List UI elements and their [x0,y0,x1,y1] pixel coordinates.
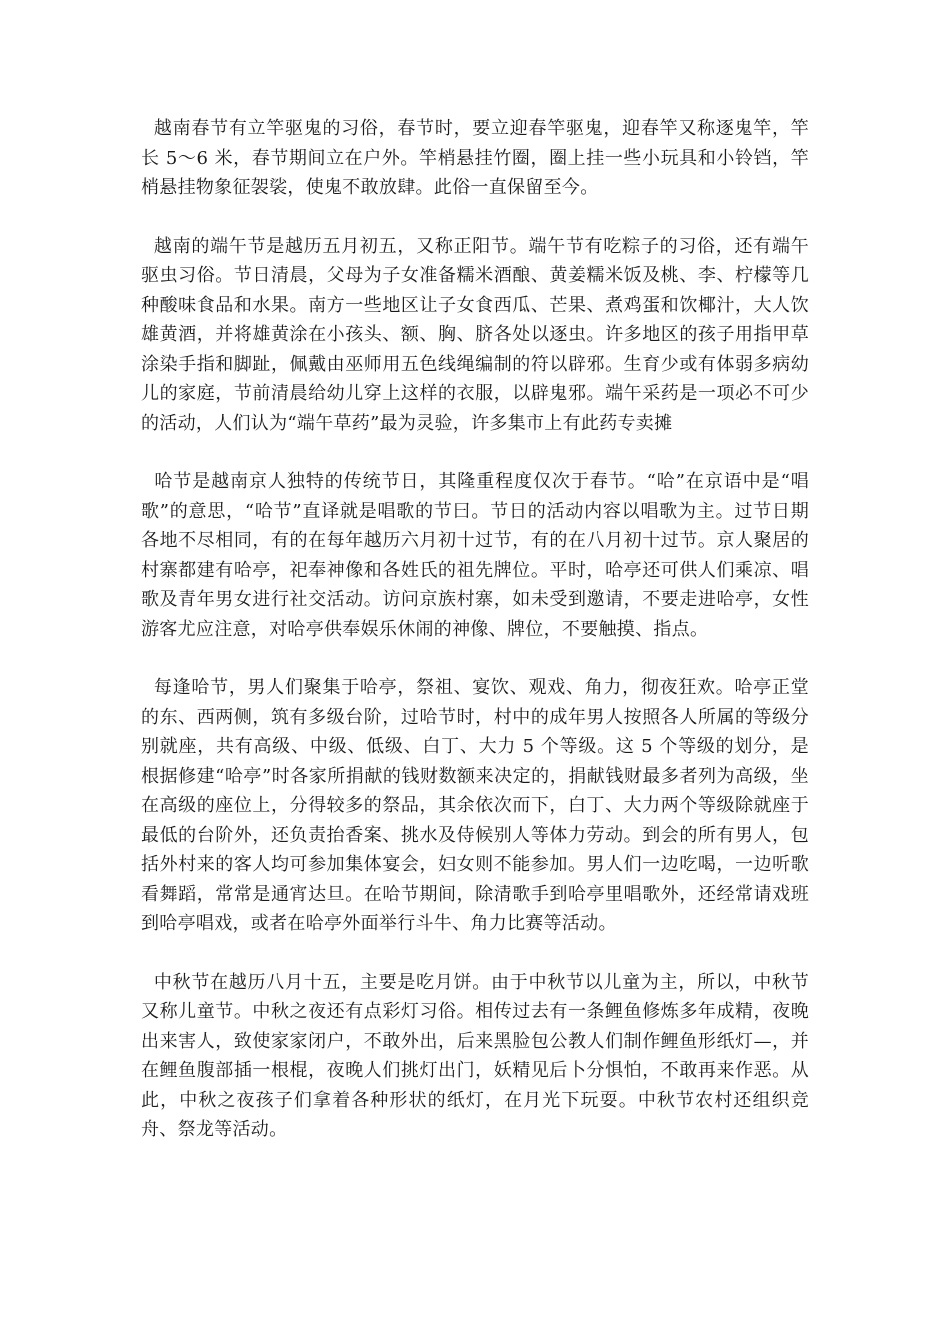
paragraph-ha-festival-ranks: 每逢哈节，男人们聚集于哈亭，祭祖、宴饮、观戏、角力，彻夜狂欢。哈亭正堂的东、西两侧，筑有多级台阶，过哈节时，村中的成年男人按照各人所属的等级分别就座，共有高级、中级、低级、白丁、大力 5 个等级。这 5 个等级的划分，是根据修建“哈亭”时各家所捐献的钱财数额来决定的，捐献钱财最多者列为高级，坐在高级的座位上，分得较多的祭品，其余依次而下，白丁、大力两个等级除就座于最低的台阶外，还负责抬香案、挑水及侍候别人等体力劳动。到会的所有男人，包括外村来的客人均可参加集体宴会，妇女则不能参加。男人们一边吃喝，一边听歌看舞蹈，常常是通宵达旦。在哈节期间，除清歌手到哈亭里唱歌外，还经常请戏班到哈亭唱戏，或者在哈亭外面举行斗牛、角力比赛等活动。 [141,677,809,934]
paragraph-gap [141,203,809,232]
document-body [141,114,809,1145]
paragraph-mid-autumn-festival: 中秋节在越历八月十五，主要是吃月饼。由于中秋节以儿童为主，所以，中秋节又称儿童节。中秋之夜还有点彩灯习俗。相传过去有一条鲤鱼修炼多年成精，夜晚出来害人，致使家家闭户，不敢外出，后来黑脸包公教人们制作鲤鱼形纸灯—，并在鲤鱼腹部插一根棍，夜晚人们挑灯出门，妖精见后卜分惧怕，不敢再来作恶。从此，中秋之夜孩子们拿着各种形状的纸灯，在月光下玩耍。中秋节农村还组织竞舟、祭龙等活动。 [141,971,809,1140]
paragraph-ha-festival: 哈节是越南京人独特的传统节日，其隆重程度仅次于春节。“哈”在京语中是“唱歌”的意思，“哈节”直译就是唱歌的节曰。节日的活动内容以唱歌为主。过节日期各地不尽相同，有的在每年越历六月初十过节，有的在八月初十过节。京人聚居的村寨都建有哈亭，祀奉神像和各姓氏的祖先牌位。平时，哈亭还可供人们乘凉、唱歌及青年男女进行社交活动。访问京族村寨，如未受到邀请，不要走进哈亭，女性游客尤应注意，对哈亭供奉娱乐休闹的神像、牌位，不要触摸、指点。 [141,471,810,640]
paragraph-dragon-boat-festival: 越南的端午节是越历五月初五，又称正阳节。端午节有吃粽子的习俗，还有端午驱虫习俗。节日清晨，父母为子女准备糯米酒酿、黄姜糯米饭及桃、李、柠檬等几种酸味食品和水果。南方一些地区让子女食西瓜、芒果、煮鸡蛋和饮椰汁，大人饮雄黄酒，并将雄黄涂在小孩头、额、胸、脐各处以逐虫。许多地区的孩子用指甲草涂染手指和脚趾，佩戴由巫师用五色线绳编制的符以辟邪。生育少或有体弱多病幼儿的家庭，节前清晨给幼儿穿上这样的衣服，以辟鬼邪。端午采药是一项必不可少的活动，人们认为“端午草药”最为灵验，许多集市上有此药专卖摊 [141,235,809,434]
paragraph-spring-festival: 越南春节有立竿驱鬼的习俗，春节时，要立迎春竿驱鬼，迎春竿又称逐鬼竿，竿长 5～6 米，春节期间立在户外。竿梢悬挂竹圈，圈上挂一些小玩具和小铃铛，竿梢悬挂物象征袈裟，使鬼不敢放肆。此俗一直保留至今。 [141,118,809,198]
paragraph-gap [141,939,809,968]
paragraph-gap [141,644,809,673]
paragraph-gap [141,438,809,467]
